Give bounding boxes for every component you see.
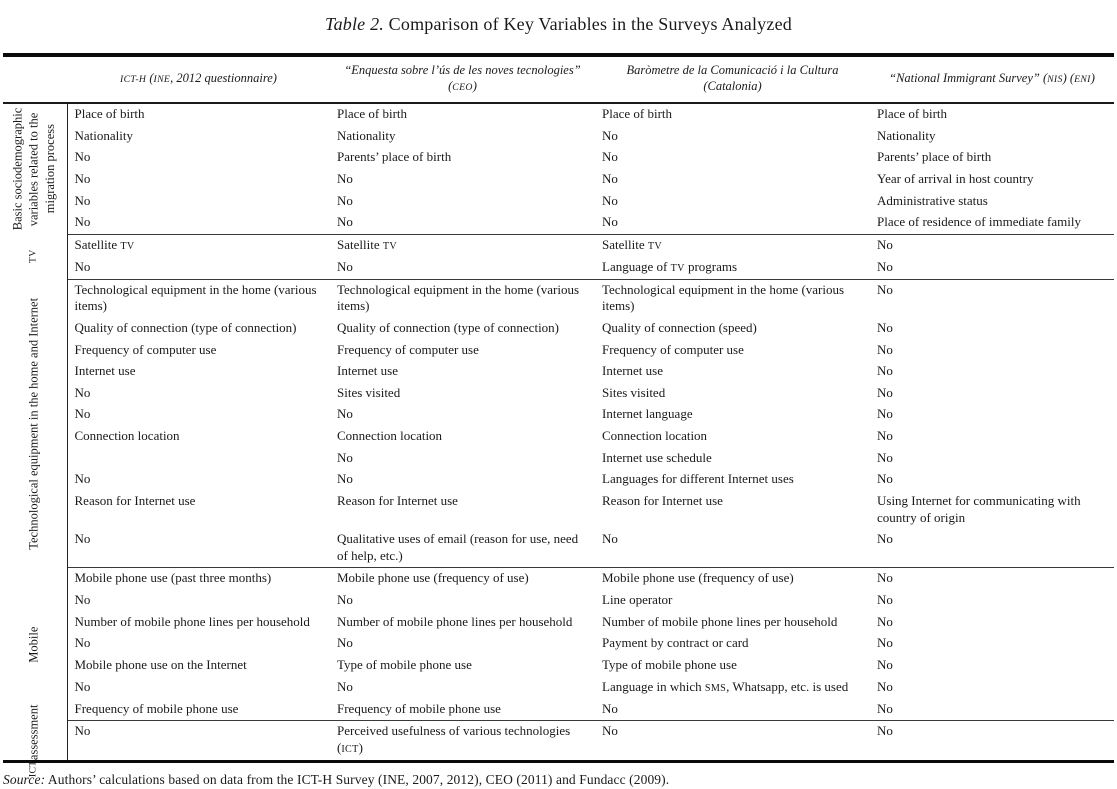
table-cell: No bbox=[74, 149, 91, 165]
table-row bbox=[3, 529, 1114, 568]
column-header-ict-h: ICT-H (INE, 2012 questionnaire) bbox=[67, 55, 330, 103]
header-row bbox=[3, 55, 1114, 103]
table-cell: Frequency of mobile phone use bbox=[74, 700, 239, 716]
table-row bbox=[3, 318, 1114, 340]
header-corner-cell bbox=[3, 55, 67, 103]
table-row bbox=[3, 655, 1114, 677]
table-cell: No bbox=[877, 406, 893, 422]
table-cell: Type of mobile phone use bbox=[337, 656, 472, 672]
table-cell: Internet use bbox=[602, 363, 664, 379]
table-cell: Using Internet for communicating with country of origin bbox=[877, 492, 1081, 525]
comparison-table bbox=[3, 53, 1114, 777]
table-cell: Satellite TV bbox=[595, 234, 870, 256]
table-cell: No bbox=[870, 721, 1114, 762]
table-cell: Connection location bbox=[74, 428, 180, 444]
table-row bbox=[3, 147, 1114, 169]
table-cell: Sites visited bbox=[337, 384, 401, 400]
table-cell: Mobile phone use (frequency of use) bbox=[330, 568, 595, 590]
table-row bbox=[3, 568, 1114, 590]
table-cell: No bbox=[602, 700, 618, 716]
table-cell: No bbox=[67, 721, 330, 762]
table-row bbox=[3, 191, 1114, 213]
table-cell: No bbox=[74, 406, 91, 422]
table-row bbox=[3, 340, 1114, 362]
table-cell: No bbox=[74, 214, 91, 230]
table-cell: Type of mobile phone use bbox=[602, 656, 737, 672]
table-cell: No bbox=[337, 214, 353, 230]
table-row bbox=[3, 469, 1114, 491]
table-cell: Internet use bbox=[337, 363, 399, 379]
table-row bbox=[3, 404, 1114, 426]
table-cell: No bbox=[877, 700, 893, 716]
table-header bbox=[3, 55, 1114, 103]
source-label: Source: bbox=[3, 771, 46, 787]
table-cell: Perceived usefulness of various technologies (ICT) bbox=[330, 721, 595, 762]
table-cell: Internet use bbox=[74, 363, 136, 379]
table-cell: No bbox=[877, 635, 893, 651]
row-group-label: Technological equipment in the home and Internet bbox=[3, 279, 67, 568]
table-cell: Mobile phone use on the Internet bbox=[74, 656, 247, 672]
table-cell: No bbox=[877, 319, 893, 335]
table-cell: Reason for Internet use bbox=[602, 492, 723, 508]
table-cell: Sites visited bbox=[602, 384, 666, 400]
table-row bbox=[3, 426, 1114, 448]
source-note bbox=[3, 772, 1114, 788]
table-cell: Language of TV programs bbox=[602, 258, 738, 274]
table-cell: Quality of connection (type of connection) bbox=[337, 319, 560, 335]
table-cell: Frequency of mobile phone use bbox=[337, 700, 501, 716]
table-cell: Mobile phone use (frequency of use) bbox=[595, 568, 870, 590]
table-cell: Number of mobile phone lines per household bbox=[74, 613, 310, 629]
table-cell: Place of birth bbox=[337, 106, 408, 121]
table-cell: Qualitative uses of email (reason for use, need of help, etc.) bbox=[337, 531, 579, 563]
table-cell: No bbox=[337, 471, 353, 487]
table-cell: No bbox=[74, 678, 91, 694]
table-cell: No bbox=[74, 471, 91, 487]
table-cell: No bbox=[877, 363, 893, 379]
table-row bbox=[3, 257, 1114, 279]
table-cell: Nationality bbox=[74, 127, 133, 143]
table-row bbox=[3, 633, 1114, 655]
table-cell: No bbox=[877, 449, 893, 465]
table-cell: Frequency of computer use bbox=[337, 341, 479, 357]
table-cell: Nationality bbox=[877, 127, 936, 143]
source-text: Authors’ calculations based on data from the ICT-H Survey (INE, 2007, 2012), CEO (2011) and Fundacc (2009). bbox=[47, 771, 670, 787]
row-group-label: ICT assessment bbox=[3, 721, 67, 762]
column-header-nis-eni: “National Immigrant Survey” (NIS) (ENI) bbox=[870, 55, 1114, 103]
table-cell: No bbox=[877, 613, 893, 629]
table-cell: No bbox=[877, 592, 893, 608]
table-cell: Number of mobile phone lines per household bbox=[602, 613, 838, 629]
row-group-label: TV bbox=[3, 234, 67, 279]
table-title bbox=[0, 14, 1117, 35]
table-cell: No bbox=[74, 170, 91, 186]
table-cell: No bbox=[877, 678, 893, 694]
table-cell: Satellite TV bbox=[330, 234, 595, 256]
table-cell: No bbox=[595, 721, 870, 762]
table-row bbox=[3, 234, 1114, 256]
table-cell: Satellite TV bbox=[67, 234, 330, 256]
table-row bbox=[3, 212, 1114, 234]
table-cell: Reason for Internet use bbox=[74, 492, 196, 508]
table-cell: Internet language bbox=[602, 406, 693, 422]
table-cell: No bbox=[337, 678, 353, 694]
table-cell: Frequency of computer use bbox=[74, 341, 217, 357]
table-cell: Internet use schedule bbox=[602, 449, 712, 465]
table-cell: No bbox=[870, 234, 1114, 256]
table-cell: Frequency of computer use bbox=[602, 341, 744, 357]
table-cell: Mobile phone use (past three months) bbox=[67, 568, 330, 590]
table-row bbox=[3, 126, 1114, 148]
table-cell: No bbox=[877, 384, 893, 400]
table-row bbox=[3, 721, 1114, 762]
table-cell: Quality of connection (speed) bbox=[602, 319, 757, 335]
table-cell: No bbox=[74, 384, 91, 400]
table-cell: No bbox=[602, 214, 618, 230]
table-row bbox=[3, 448, 1114, 470]
table-cell: No bbox=[877, 341, 893, 357]
table-cell: Connection location bbox=[337, 428, 443, 444]
table-cell: Line operator bbox=[602, 592, 673, 608]
table-cell: Parents’ place of birth bbox=[337, 149, 452, 165]
table-cell: Technological equipment in the home (various items) bbox=[330, 279, 595, 318]
table-cell: Place of birth bbox=[74, 106, 145, 121]
table-cell: No bbox=[877, 428, 893, 444]
table-cell: No bbox=[74, 258, 91, 274]
table-cell: No bbox=[337, 635, 353, 651]
table-row bbox=[3, 383, 1114, 405]
column-header-barometre: Baròmetre de la Comunicació i la Cultura (Catalonia) bbox=[595, 55, 870, 103]
table-cell: Technological equipment in the home (various items) bbox=[67, 279, 330, 318]
table-caption: Comparison of Key Variables in the Surveys Analyzed bbox=[388, 14, 792, 34]
table-cell: No bbox=[602, 531, 618, 547]
table-cell: No bbox=[602, 127, 618, 143]
table-cell: No bbox=[74, 192, 91, 208]
table-cell: No bbox=[74, 531, 91, 547]
row-group-label: Mobile bbox=[3, 568, 67, 721]
table-cell: No bbox=[74, 592, 91, 608]
table-row bbox=[3, 590, 1114, 612]
table-cell: No bbox=[877, 531, 893, 547]
table-cell: Nationality bbox=[337, 127, 396, 143]
table-cell: Technological equipment in the home (various items) bbox=[595, 279, 870, 318]
table-cell: Parents’ place of birth bbox=[877, 149, 992, 165]
table-row bbox=[3, 491, 1114, 529]
table-cell: No bbox=[877, 258, 893, 274]
table-cell: No bbox=[74, 635, 91, 651]
column-header-enquesta-ceo: “Enquesta sobre l’ús de les noves tecnologies” (CEO) bbox=[330, 55, 595, 103]
table-cell: Languages for different Internet uses bbox=[602, 471, 794, 487]
table-cell: No bbox=[602, 149, 618, 165]
table-row bbox=[3, 612, 1114, 634]
table-row bbox=[3, 699, 1114, 721]
table-cell: No bbox=[602, 192, 618, 208]
table-cell: Administrative status bbox=[877, 192, 988, 208]
table-cell: No bbox=[602, 170, 618, 186]
table-body bbox=[3, 103, 1114, 777]
table-cell: No bbox=[337, 449, 353, 465]
table-cell: No bbox=[870, 279, 1114, 318]
table-cell: No bbox=[877, 656, 893, 672]
table-row bbox=[3, 677, 1114, 699]
table-cell: No bbox=[337, 406, 353, 422]
table-cell: No bbox=[337, 258, 353, 274]
table-cell: Reason for Internet use bbox=[337, 492, 458, 508]
table-cell: No bbox=[870, 568, 1114, 590]
table-cell: Language in which SMS, Whatsapp, etc. is used bbox=[602, 678, 849, 694]
table-cell: No bbox=[337, 592, 353, 608]
table-cell: Place of birth bbox=[602, 106, 673, 121]
table-cell: No bbox=[337, 192, 353, 208]
table-row bbox=[3, 103, 1114, 126]
table-cell: Place of residence of immediate family bbox=[877, 214, 1081, 230]
table-cell: No bbox=[337, 170, 353, 186]
table-cell: Payment by contract or card bbox=[602, 635, 749, 651]
table-cell: Number of mobile phone lines per household bbox=[337, 613, 573, 629]
row-group-label: Basic sociodemographic variables related to the migration process bbox=[3, 103, 67, 234]
table-cell: Year of arrival in host country bbox=[877, 170, 1034, 186]
table-row bbox=[3, 169, 1114, 191]
table-number: Table 2. bbox=[325, 14, 384, 34]
table-cell: Connection location bbox=[602, 428, 708, 444]
table-cell: No bbox=[877, 471, 893, 487]
table-cell: Quality of connection (type of connection) bbox=[74, 319, 297, 335]
table-row bbox=[3, 361, 1114, 383]
table-cell bbox=[67, 448, 330, 470]
table-row bbox=[3, 279, 1114, 318]
table-cell: Place of birth bbox=[877, 106, 948, 121]
